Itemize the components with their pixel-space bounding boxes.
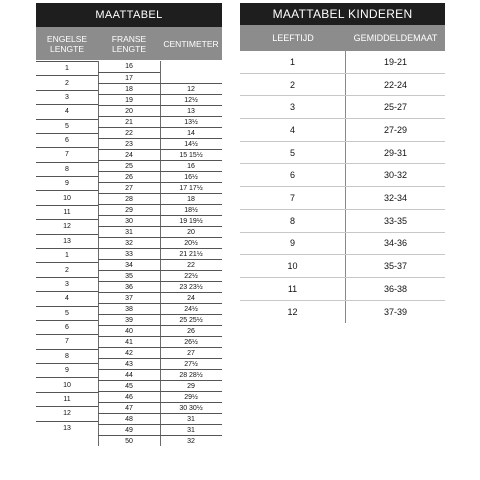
centimeter-cell: 28 28½ xyxy=(160,369,222,380)
franse-lengte-cell: 39 xyxy=(98,314,160,325)
engelse-lengte-cell: 7 xyxy=(36,334,98,348)
centimeter-cell: 18½ xyxy=(160,204,222,215)
centimeter-cell: 31 xyxy=(160,413,222,424)
gemiddeldemaat-cell: 25-27 xyxy=(383,102,408,113)
engelse-lengte-cell: 5 xyxy=(36,119,98,133)
centimeter-cell: 12½ xyxy=(160,94,222,105)
centimeter-cell: 14 xyxy=(160,127,222,138)
table-row xyxy=(240,51,445,74)
gemiddeldemaat-cell: 22-24 xyxy=(383,79,408,90)
engelse-lengte-cell: 10 xyxy=(36,190,98,204)
centimeter-cell: 22 xyxy=(160,259,222,270)
table-row xyxy=(240,119,445,142)
table-row xyxy=(240,74,445,97)
engelse-lengte-cell: 13 xyxy=(36,421,98,435)
centimeter-cell: 27½ xyxy=(160,358,222,369)
engelse-lengte-cell: 1 xyxy=(36,248,98,262)
engelse-lengte-cell: 12 xyxy=(36,406,98,420)
franse-lengte-cell: 30 xyxy=(98,215,160,226)
franse-lengte-cell: 44 xyxy=(98,369,160,380)
centimeter-cell: 21 21½ xyxy=(160,248,222,259)
centimeter-cell: 24 xyxy=(160,292,222,303)
centimeter-cell xyxy=(160,72,222,83)
centimeter-cell: 13½ xyxy=(160,116,222,127)
engelse-lengte-cell: 13 xyxy=(36,234,98,248)
engelse-lengte-cell: 2 xyxy=(36,262,98,276)
centimeter-cell: 32 xyxy=(160,435,222,446)
centimeter-cell: 19 19½ xyxy=(160,215,222,226)
leeftijd-cell: 12 xyxy=(240,301,346,324)
gemiddeldemaat-cell: 27-29 xyxy=(383,124,408,135)
engelse-lengte-cell: 2 xyxy=(36,75,98,89)
franse-lengte-cell: 43 xyxy=(98,358,160,369)
centimeter-cell: 25 25½ xyxy=(160,314,222,325)
franse-lengte-cell: 22 xyxy=(98,127,160,138)
centimeter-cell: 12 xyxy=(160,83,222,94)
franse-lengte-cell: 25 xyxy=(98,160,160,171)
centimeter-cell: 14½ xyxy=(160,138,222,149)
centimeter-cell: 31 xyxy=(160,424,222,435)
header-engelse-lengte: ENGELSE LENGTE xyxy=(46,34,88,54)
leeftijd-cell: 3 xyxy=(240,96,346,118)
gemiddeldemaat-cell: 32-34 xyxy=(383,192,408,203)
centimeter-cell: 17 17½ xyxy=(160,182,222,193)
franse-lengte-cell: 20 xyxy=(98,105,160,116)
franse-lengte-cell: 50 xyxy=(98,435,160,446)
header-centimeter: CENTIMETER xyxy=(163,39,219,49)
engelse-lengte-cell: 8 xyxy=(36,349,98,363)
franse-lengte-cell: 49 xyxy=(98,424,160,435)
table-row xyxy=(240,301,445,324)
franse-lengte-cell: 16 xyxy=(125,63,133,70)
right-table-title: MAATTABEL KINDEREN xyxy=(240,3,445,25)
franse-lengte-cell: 38 xyxy=(98,303,160,314)
engelse-lengte-cell: 10 xyxy=(36,377,98,391)
leeftijd-cell: 2 xyxy=(240,74,346,96)
franse-lengte-cell: 47 xyxy=(98,402,160,413)
franse-lengte-cell: 23 xyxy=(98,138,160,149)
franse-lengte-cell: 48 xyxy=(98,413,160,424)
engelse-lengte-cell: 3 xyxy=(36,90,98,104)
left-table-header xyxy=(36,27,222,60)
franse-lengte-cell: 27 xyxy=(98,182,160,193)
franse-lengte-cell: 33 xyxy=(98,248,160,259)
left-table-body xyxy=(36,61,222,480)
gemiddeldemaat-cell: 30-32 xyxy=(383,170,408,181)
franse-lengte-cell: 35 xyxy=(98,270,160,281)
engelse-lengte-cell: 11 xyxy=(36,205,98,219)
table-row xyxy=(240,210,445,233)
gemiddeldemaat-cell: 19-21 xyxy=(383,56,408,67)
table-row xyxy=(240,96,445,119)
franse-lengte-cell: 18 xyxy=(98,83,160,94)
maattabel-kinderen-table xyxy=(240,3,445,323)
table-row xyxy=(240,278,445,301)
centimeter-cell xyxy=(160,61,222,72)
engelse-lengte-cell: 11 xyxy=(36,392,98,406)
engelse-lengte-cell: 1 xyxy=(36,61,98,75)
franse-lengte-cell: 32 xyxy=(98,237,160,248)
franse-lengte-cell: 36 xyxy=(98,281,160,292)
engelse-lengte-cell: 12 xyxy=(36,219,98,233)
engelse-lengte-cell: 7 xyxy=(36,147,98,161)
engelse-lengte-cell: 4 xyxy=(36,104,98,118)
right-table-header xyxy=(240,25,445,51)
franse-lengte-cell: 45 xyxy=(98,380,160,391)
table-row xyxy=(240,233,445,256)
leeftijd-cell: 10 xyxy=(240,255,346,277)
leeftijd-cell: 6 xyxy=(240,164,346,186)
franse-lengte-cell: 17 xyxy=(98,72,160,83)
centimeter-cell: 20½ xyxy=(160,237,222,248)
leeftijd-cell: 8 xyxy=(240,210,346,232)
centimeter-cell: 23 23½ xyxy=(160,281,222,292)
centimeter-cell: 16 xyxy=(160,160,222,171)
franse-lengte-cell: 24 xyxy=(98,149,160,160)
centimeter-cell: 20 xyxy=(160,226,222,237)
engelse-lengte-cell: 3 xyxy=(36,277,98,291)
engelse-lengte-cell: 6 xyxy=(36,320,98,334)
centimeter-cell: 30 30½ xyxy=(160,402,222,413)
franse-lengte-cell: 26 xyxy=(98,171,160,182)
centimeter-cell: 22½ xyxy=(160,270,222,281)
franse-lengte-cell: 21 xyxy=(98,116,160,127)
franse-lengte-cell: 29 xyxy=(98,204,160,215)
gemiddeldemaat-cell: 33-35 xyxy=(383,215,408,226)
centimeter-cell: 29 xyxy=(160,380,222,391)
centimeter-cell: 26 xyxy=(160,325,222,336)
franse-lengte-cell: 46 xyxy=(98,391,160,402)
centimeter-cell: 27 xyxy=(160,347,222,358)
franse-lengte-cell: 28 xyxy=(98,193,160,204)
engelse-lengte-cell: 8 xyxy=(36,162,98,176)
gemiddeldemaat-cell: 35-37 xyxy=(383,261,408,272)
leeftijd-cell: 5 xyxy=(240,142,346,164)
centimeter-cell: 29½ xyxy=(160,391,222,402)
leeftijd-cell: 11 xyxy=(240,278,346,300)
table-row xyxy=(240,142,445,165)
table-row xyxy=(240,164,445,187)
franse-lengte-cell: 40 xyxy=(98,325,160,336)
centimeter-cell: 24½ xyxy=(160,303,222,314)
franse-lengte-cell: 42 xyxy=(98,347,160,358)
maattabel-table xyxy=(36,3,222,480)
franse-lengte-cell: 34 xyxy=(98,259,160,270)
engelse-lengte-cell: 5 xyxy=(36,306,98,320)
leeftijd-cell: 9 xyxy=(240,233,346,255)
franse-lengte-cell: 37 xyxy=(98,292,160,303)
leeftijd-cell: 7 xyxy=(240,187,346,209)
engelse-lengte-cell: 6 xyxy=(36,133,98,147)
engelse-lengte-cell: 4 xyxy=(36,291,98,305)
header-franse-lengte: FRANSE LENGTE xyxy=(111,34,147,54)
centimeter-cell: 13 xyxy=(160,105,222,116)
left-table-title: MAATTABEL xyxy=(36,3,222,27)
gemiddeldemaat-cell: 34-36 xyxy=(383,238,408,249)
engelse-lengte-cell: 9 xyxy=(36,176,98,190)
table-row xyxy=(240,255,445,278)
leeftijd-cell: 4 xyxy=(240,119,346,141)
centimeter-cell: 16½ xyxy=(160,171,222,182)
engelse-lengte-cell: 9 xyxy=(36,363,98,377)
header-gemiddeldemaat: GEMIDDELDEMAAT xyxy=(353,33,438,43)
right-table-body xyxy=(240,51,445,323)
gemiddeldemaat-cell: 36-38 xyxy=(383,283,408,294)
leeftijd-cell: 1 xyxy=(240,51,346,73)
centimeter-cell: 26½ xyxy=(160,336,222,347)
franse-lengte-cell: 31 xyxy=(98,226,160,237)
table-row xyxy=(240,187,445,210)
gemiddeldemaat-cell: 37-39 xyxy=(383,306,408,317)
gemiddeldemaat-cell: 29-31 xyxy=(383,147,408,158)
centimeter-cell: 15 15½ xyxy=(160,149,222,160)
centimeter-cell: 18 xyxy=(160,193,222,204)
franse-lengte-cell: 41 xyxy=(98,336,160,347)
header-leeftijd: LEEFTIJD xyxy=(272,33,314,43)
franse-lengte-cell: 19 xyxy=(98,94,160,105)
